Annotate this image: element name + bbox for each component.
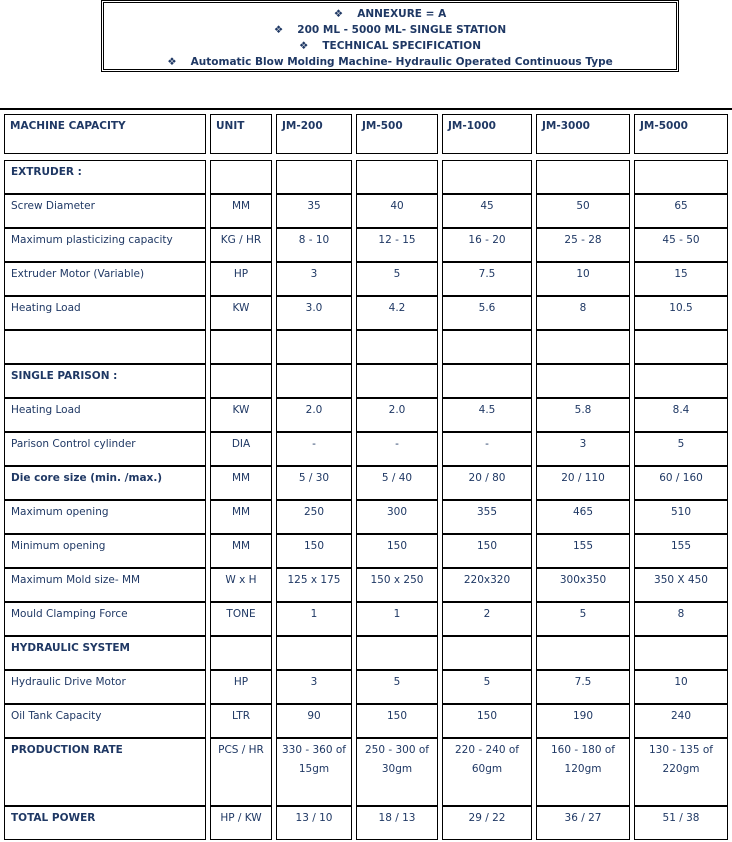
row-label: Screw Diameter — [4, 194, 206, 228]
value-cell — [536, 330, 630, 364]
value-cell — [356, 364, 438, 398]
value-cell — [276, 160, 352, 194]
value-cell: 250 - 300 of 30gm — [356, 738, 438, 806]
value-cell — [536, 636, 630, 670]
value-cell: 7.5 — [536, 670, 630, 704]
value-cell: 150 — [442, 534, 532, 568]
value-cell: 2 — [442, 602, 532, 636]
value-cell — [634, 636, 728, 670]
value-cell: 330 - 360 of 15gm — [276, 738, 352, 806]
row-label: Heating Load — [4, 398, 206, 432]
unit-cell — [210, 364, 272, 398]
value-cell: 160 - 180 of 120gm — [536, 738, 630, 806]
row-label: Maximum opening — [4, 500, 206, 534]
value-cell: 3 — [276, 262, 352, 296]
value-cell: 150 x 250 — [356, 568, 438, 602]
row-label: Mould Clamping Force — [4, 602, 206, 636]
column-header-6: JM-5000 — [634, 114, 728, 154]
bullet-icon: ❖ — [273, 24, 284, 36]
value-cell: 29 / 22 — [442, 806, 532, 840]
row-label: Hydraulic Drive Motor — [4, 670, 206, 704]
value-cell — [634, 330, 728, 364]
value-cell: 240 — [634, 704, 728, 738]
value-cell: 8 — [536, 296, 630, 330]
unit-cell: MM — [210, 500, 272, 534]
value-cell: 3 — [536, 432, 630, 466]
value-cell: 8 — [634, 602, 728, 636]
value-cell — [276, 364, 352, 398]
value-cell: 4.2 — [356, 296, 438, 330]
value-cell: 5 / 40 — [356, 466, 438, 500]
value-cell: - — [356, 432, 438, 466]
annexure-header — [101, 0, 679, 72]
value-cell: 10 — [634, 670, 728, 704]
value-cell: 12 - 15 — [356, 228, 438, 262]
row-label: HYDRAULIC SYSTEM — [4, 636, 206, 670]
unit-cell: PCS / HR — [210, 738, 272, 806]
value-cell: 190 — [536, 704, 630, 738]
value-cell: 355 — [442, 500, 532, 534]
header-line-annexure: ❖ ANNEXURE = A — [333, 8, 447, 20]
value-cell: 45 — [442, 194, 532, 228]
value-cell: 300x350 — [536, 568, 630, 602]
row-label: PRODUCTION RATE — [4, 738, 206, 806]
value-cell: 40 — [356, 194, 438, 228]
row-label: Parison Control cylinder — [4, 432, 206, 466]
unit-cell — [210, 330, 272, 364]
value-cell: 155 — [634, 534, 728, 568]
unit-cell: HP / KW — [210, 806, 272, 840]
value-cell: 60 / 160 — [634, 466, 728, 500]
unit-cell: TONE — [210, 602, 272, 636]
value-cell: 155 — [536, 534, 630, 568]
column-header-4: JM-1000 — [442, 114, 532, 154]
value-cell — [536, 364, 630, 398]
unit-cell: MM — [210, 194, 272, 228]
unit-cell: HP — [210, 262, 272, 296]
row-label: SINGLE PARISON : — [4, 364, 206, 398]
value-cell: - — [442, 432, 532, 466]
value-cell — [442, 364, 532, 398]
value-cell: 50 — [536, 194, 630, 228]
value-cell — [276, 636, 352, 670]
unit-cell: KW — [210, 398, 272, 432]
value-cell: 10 — [536, 262, 630, 296]
unit-cell: MM — [210, 466, 272, 500]
value-cell: 130 - 135 of 220gm — [634, 738, 728, 806]
header-line-techspec: ❖ TECHNICAL SPECIFICATION — [298, 40, 482, 52]
value-cell: 350 X 450 — [634, 568, 728, 602]
value-cell: 300 — [356, 500, 438, 534]
value-cell: 35 — [276, 194, 352, 228]
value-cell — [356, 160, 438, 194]
unit-cell: KW — [210, 296, 272, 330]
value-cell — [634, 160, 728, 194]
unit-cell: DIA — [210, 432, 272, 466]
value-cell: 10.5 — [634, 296, 728, 330]
value-cell: 15 — [634, 262, 728, 296]
value-cell — [442, 330, 532, 364]
value-cell: 150 — [356, 704, 438, 738]
value-cell — [276, 330, 352, 364]
column-header-1: UNIT — [210, 114, 272, 154]
value-cell: 25 - 28 — [536, 228, 630, 262]
unit-cell: W x H — [210, 568, 272, 602]
value-cell: 1 — [276, 602, 352, 636]
value-cell: 5 — [442, 670, 532, 704]
row-label: EXTRUDER : — [4, 160, 206, 194]
value-cell: 5.8 — [536, 398, 630, 432]
value-cell: 125 x 175 — [276, 568, 352, 602]
column-header-0: MACHINE CAPACITY — [4, 114, 206, 154]
value-cell: 5.6 — [442, 296, 532, 330]
value-cell — [442, 636, 532, 670]
value-cell: 5 — [634, 432, 728, 466]
unit-cell — [210, 160, 272, 194]
value-cell — [634, 364, 728, 398]
row-label: TOTAL POWER — [4, 806, 206, 840]
row-label: Die core size (min. /max.) — [4, 466, 206, 500]
value-cell: 220x320 — [442, 568, 532, 602]
value-cell — [442, 160, 532, 194]
bullet-icon: ❖ — [167, 56, 177, 68]
value-cell: 150 — [442, 704, 532, 738]
unit-cell: MM — [210, 534, 272, 568]
unit-cell: HP — [210, 670, 272, 704]
value-cell: 510 — [634, 500, 728, 534]
row-label: Maximum Mold size- MM — [4, 568, 206, 602]
value-cell: 20 / 110 — [536, 466, 630, 500]
value-cell: 2.0 — [276, 398, 352, 432]
value-cell: 3.0 — [276, 296, 352, 330]
value-cell: 5 / 30 — [276, 466, 352, 500]
value-cell: - — [276, 432, 352, 466]
value-cell: 51 / 38 — [634, 806, 728, 840]
value-cell: 8 - 10 — [276, 228, 352, 262]
value-cell: 45 - 50 — [634, 228, 728, 262]
value-cell: 250 — [276, 500, 352, 534]
row-label: Maximum plasticizing capacity — [4, 228, 206, 262]
value-cell — [356, 636, 438, 670]
column-header-5: JM-3000 — [536, 114, 630, 154]
column-header-3: JM-500 — [356, 114, 438, 154]
row-label: Heating Load — [4, 296, 206, 330]
value-cell — [356, 330, 438, 364]
row-label: Extruder Motor (Variable) — [4, 262, 206, 296]
value-cell: 16 - 20 — [442, 228, 532, 262]
value-cell: 20 / 80 — [442, 466, 532, 500]
bullet-icon: ❖ — [298, 40, 309, 52]
value-cell: 1 — [356, 602, 438, 636]
value-cell: 5 — [356, 262, 438, 296]
spec-table — [0, 110, 732, 842]
value-cell: 13 / 10 — [276, 806, 352, 840]
value-cell: 8.4 — [634, 398, 728, 432]
value-cell: 465 — [536, 500, 630, 534]
value-cell: 18 / 13 — [356, 806, 438, 840]
value-cell: 4.5 — [442, 398, 532, 432]
value-cell: 90 — [276, 704, 352, 738]
value-cell — [536, 160, 630, 194]
row-label: Minimum opening — [4, 534, 206, 568]
value-cell: 5 — [356, 670, 438, 704]
unit-cell: LTR — [210, 704, 272, 738]
header-line-machine: ❖ Automatic Blow Molding Machine- Hydraulic Operated Continuous Type — [167, 56, 613, 68]
bullet-icon: ❖ — [333, 8, 344, 20]
row-label — [4, 330, 206, 364]
value-cell: 220 - 240 of 60gm — [442, 738, 532, 806]
value-cell: 150 — [276, 534, 352, 568]
value-cell: 5 — [536, 602, 630, 636]
header-line-range: ❖ 200 ML - 5000 ML- SINGLE STATION — [273, 24, 507, 36]
unit-cell — [210, 636, 272, 670]
value-cell: 2.0 — [356, 398, 438, 432]
value-cell: 36 / 27 — [536, 806, 630, 840]
value-cell: 3 — [276, 670, 352, 704]
value-cell: 7.5 — [442, 262, 532, 296]
value-cell: 65 — [634, 194, 728, 228]
unit-cell: KG / HR — [210, 228, 272, 262]
column-header-2: JM-200 — [276, 114, 352, 154]
value-cell: 150 — [356, 534, 438, 568]
row-label: Oil Tank Capacity — [4, 704, 206, 738]
